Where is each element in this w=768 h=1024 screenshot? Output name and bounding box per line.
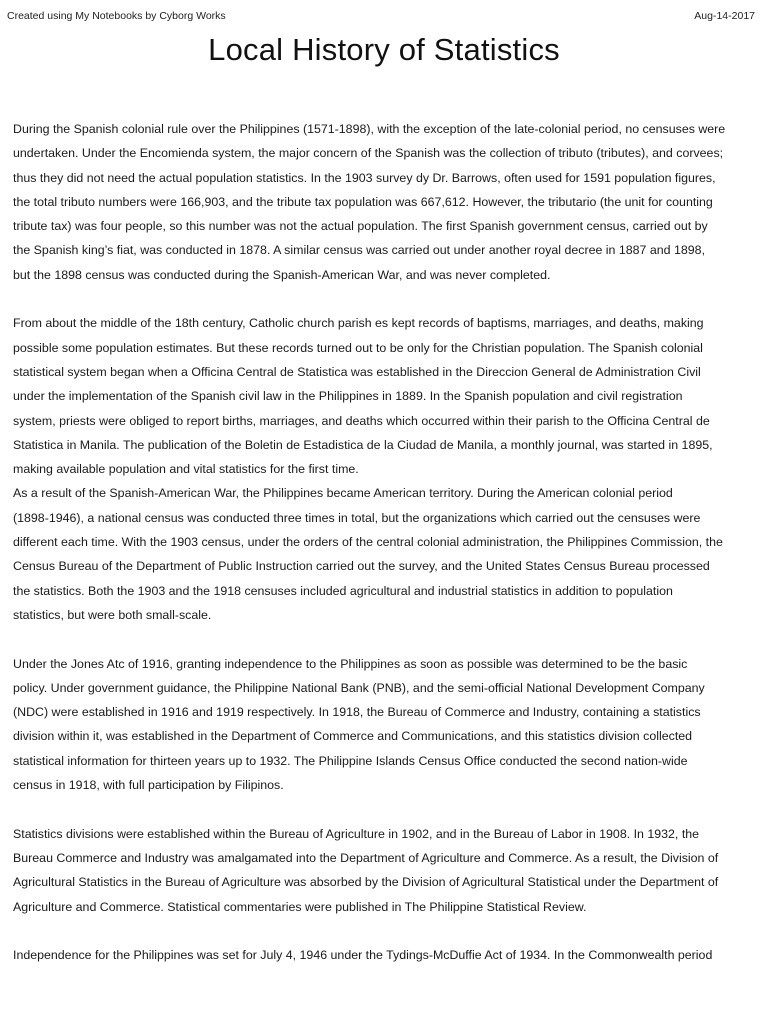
text-line: Under the Jones Atc of 1916, granting independence to the Philippines as soon as possible was determined to be the basic: [13, 656, 688, 671]
paragraph-independence: [13, 943, 757, 967]
text-line: the Spanish king’s fiat, was conducted in 1878. A similar census was carried out under another royal decree in 1887 and 1898,: [13, 243, 706, 258]
text-line: Statistics divisions were established within the Bureau of Agriculture in 1902, and in the Bureau of Labor in 1908. In 1932, the: [13, 826, 700, 841]
text-line: making available population and vital statistics for the first time.: [13, 462, 359, 477]
text-line: Bureau Commerce and Industry was amalgamated into the Department of Agriculture and Commerce. As a result, the Division of: [13, 850, 719, 865]
text-line: census in 1918, with full participation by Filipinos.: [13, 778, 284, 793]
text-line: system, priests were obliged to report births, marriages, and deaths which occurred within their parish to the Officina Central de: [13, 413, 710, 428]
paragraph-spacer: [13, 797, 757, 821]
text-line: (NDC) were established in 1916 and 1919 respectively. In 1918, the Bureau of Commerce and Industry, containing a statistics: [13, 705, 701, 720]
text-line: the total tributo numbers were 166,903, and the tribute tax population was 667,612. However, the tributario (the unit for counting: [13, 194, 713, 209]
text-line: thus they did not need the actual population statistics. In the 1903 survey dy Dr. Barrows, often used for 1591 population figures,: [13, 170, 716, 185]
text-line: division within it, was established in the Department of Commerce and Communications, and this statistics division collected: [13, 729, 693, 744]
header-date: Aug-14-2017: [694, 10, 755, 22]
paragraph-spacer: [13, 287, 757, 311]
paragraph-church-records: [13, 311, 757, 481]
text-line: the statistics. Both the 1903 and the 1918 censuses included agricultural and industrial statistics in addition to population: [13, 583, 673, 598]
text-line: Statistica in Manila. The publication of the Boletin de Estadistica de la Ciudad de Manila, a monthly journal, was started in 1895,: [13, 437, 713, 452]
paragraph-spacer: [13, 627, 757, 651]
text-line: statistics, but were both small-scale.: [13, 607, 212, 622]
text-line: Census Bureau of the Department of Public Instruction carried out the survey, and the United States Census Bureau processed: [13, 559, 710, 574]
text-line: statistical information for thirteen years up to 1932. The Philippine Islands Census Office conducted the second nation-wide: [13, 753, 688, 768]
text-line: During the Spanish colonial rule over the Philippines (1571-1898), with the exception of the late-colonial period, no censuses were: [13, 122, 726, 136]
text-line: (1898-1946), a national census was conducted three times in total, but the organizations which carried out the censuses were: [13, 510, 701, 525]
text-line: As a result of the Spanish-American War, the Philippines became American territory. During the American colonial period: [13, 486, 673, 501]
text-line: possible some population estimates. But these records turned out to be only for the Christian population. The Spanish colonial: [13, 340, 703, 355]
text-line: statistical system began when a Officina Central de Statistica was established in the Direccion General de Administration Civil: [13, 364, 701, 379]
paragraph-statistics-divisions: [13, 822, 757, 919]
text-line: tribute tax) was four people, so this number was not the actual population. The first Spanish government census, carried out by: [13, 219, 708, 234]
header-credit: Created using My Notebooks by Cyborg Works: [7, 10, 226, 22]
page-header: [7, 10, 755, 26]
paragraph-spanish-colonial: [13, 117, 757, 287]
text-line: different each time. With the 1903 census, under the orders of the central colonial administration, the Philippines Commission, the: [13, 535, 723, 550]
paragraph-spacer: [13, 919, 757, 943]
text-line: under the implementation of the Spanish civil law in the Philippines in 1889. In the Spanish population and civil registration: [13, 389, 683, 404]
paragraph-american-period: [13, 481, 757, 627]
document-body: [13, 117, 757, 967]
text-line: Agriculture and Commerce. Statistical commentaries were published in The Philippine Statistical Review.: [13, 899, 587, 914]
text-line: Independence for the Philippines was set for July 4, 1946 under the Tydings-McDuffie Act of 1934. In the Commonwealth period: [13, 948, 713, 963]
text-line: policy. Under government guidance, the Philippine National Bank (PNB), and the semi-official National Development Company: [13, 680, 705, 695]
text-line: undertaken. Under the Encomienda system, the major concern of the Spanish was the collection of tributo (tributes), and corvees;: [13, 146, 724, 161]
page-title: Local History of Statistics: [208, 32, 560, 67]
text-line: From about the middle of the 18th century, Catholic church parish es kept records of baptisms, marriages, and deaths, making: [13, 316, 704, 331]
paragraph-jones-act: [13, 652, 757, 798]
text-line: Agricultural Statistics in the Bureau of Agriculture was absorbed by the Division of Agricultural Statistical under the Department of: [13, 875, 719, 890]
text-line: but the 1898 census was conducted during the Spanish-American War, and was never completed.: [13, 267, 551, 282]
